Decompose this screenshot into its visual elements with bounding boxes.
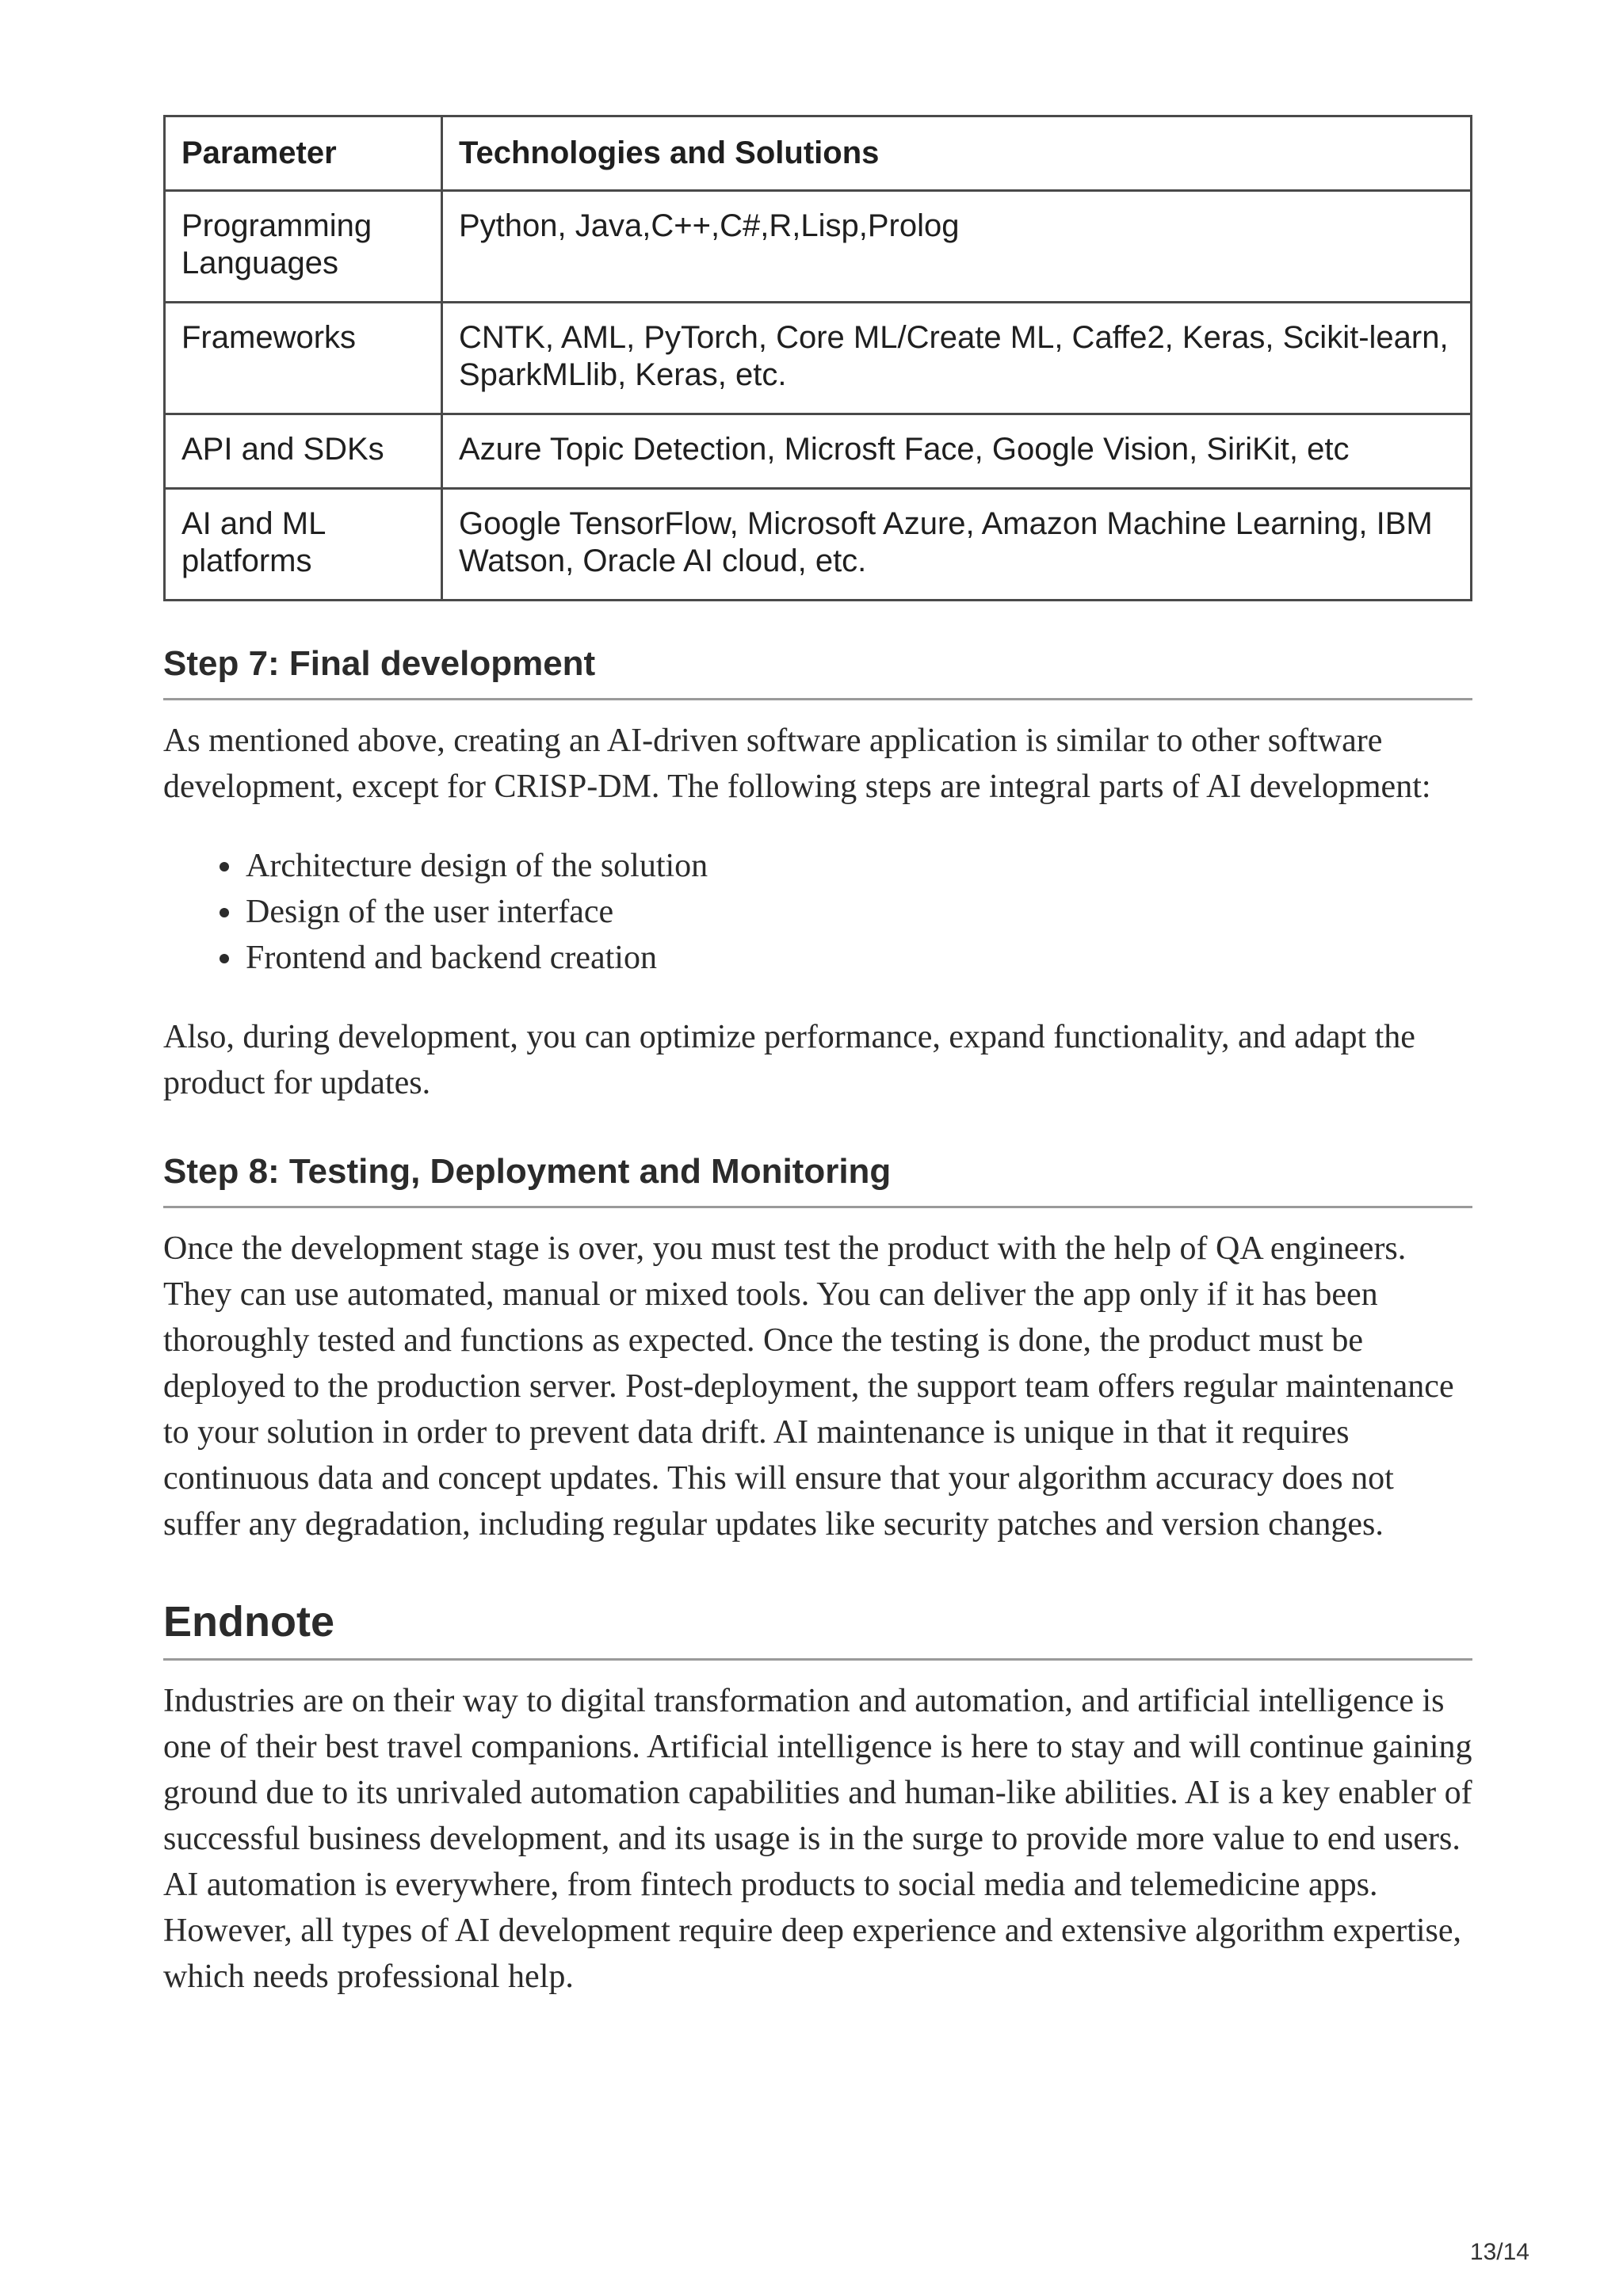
table-cell-technologies: Azure Topic Detection, Microsft Face, Google Vision, SiriKit, etc bbox=[442, 414, 1472, 489]
step7-outro-paragraph: Also, during development, you can optimize performance, expand functionality, and adapt the product for updates. bbox=[163, 1019, 1415, 1101]
table-cell-parameter: AI and ML platforms bbox=[165, 489, 442, 601]
step7-heading: Step 7: Final development bbox=[163, 643, 1472, 700]
table-row bbox=[165, 303, 1472, 414]
table-row bbox=[165, 414, 1472, 489]
step8-heading: Step 8: Testing, Deployment and Monitoring bbox=[163, 1150, 1472, 1208]
step7-bullet-list bbox=[163, 843, 1472, 981]
document-page bbox=[163, 115, 1472, 2000]
list-item: • Frontend and backend creation bbox=[244, 935, 1472, 981]
table-cell-technologies: Google TensorFlow, Microsoft Azure, Amazon Machine Learning, IBM Watson, Oracle AI cloud, etc. bbox=[442, 489, 1472, 601]
table-header-row bbox=[165, 116, 1472, 191]
endnote-paragraph: Industries are on their way to digital transformation and automation, and artificial intelligence is one of their best travel companions. Artificial intelligence is here to stay and will continue gaining ground due to its unrivaled automation capabilities and human-like abilities. AI is a key enabler of successful business development, and its usage is in the surge to provide more value to end users. AI automation is everywhere, from fintech products to social media and telemedicine apps. However, all types of AI development require deep experience and extensive algorithm expertise, which needs professional help. bbox=[163, 1683, 1472, 1995]
endnote-heading: Endnote bbox=[163, 1596, 1472, 1661]
table-cell-parameter: API and SDKs bbox=[165, 414, 442, 489]
page-number: 13/14 bbox=[1469, 2239, 1529, 2265]
step8-paragraph: Once the development stage is over, you must test the product with the help of QA engineers. They can use automated, manual or mixed tools. You can deliver the app only if it has been thoroughly tested and functions as expected. Once the testing is done, the product must be deployed to the production server. Post-deployment, the support team offers regular maintenance to your solution in order to prevent data drift. AI maintenance is unique in that it requires continuous data and concept updates. This will ensure that your algorithm accuracy does not suffer any degradation, including regular updates like security patches and version changes. bbox=[163, 1230, 1454, 1543]
table-cell-technologies: CNTK, AML, PyTorch, Core ML/Create ML, Caffe2, Keras, Scikit-learn, SparkMLlib, Keras, etc. bbox=[442, 303, 1472, 414]
table-cell-parameter: Programming Languages bbox=[165, 191, 442, 303]
table-cell-technologies: Python, Java,C++,C#,R,Lisp,Prolog bbox=[442, 191, 1472, 303]
technology-table bbox=[163, 115, 1472, 601]
table-cell-parameter: Frameworks bbox=[165, 303, 442, 414]
column-header-technologies: Technologies and Solutions bbox=[442, 116, 1472, 191]
column-header-parameter: Parameter bbox=[165, 116, 442, 191]
table-row bbox=[165, 191, 1472, 303]
table-row bbox=[165, 489, 1472, 601]
list-item: • Design of the user interface bbox=[244, 889, 1472, 935]
list-item: • Architecture design of the solution bbox=[244, 843, 1472, 889]
step7-intro-paragraph: As mentioned above, creating an AI-driven software application is similar to other software development, except for CRISP-DM. The following steps are integral parts of AI development: bbox=[163, 723, 1431, 805]
